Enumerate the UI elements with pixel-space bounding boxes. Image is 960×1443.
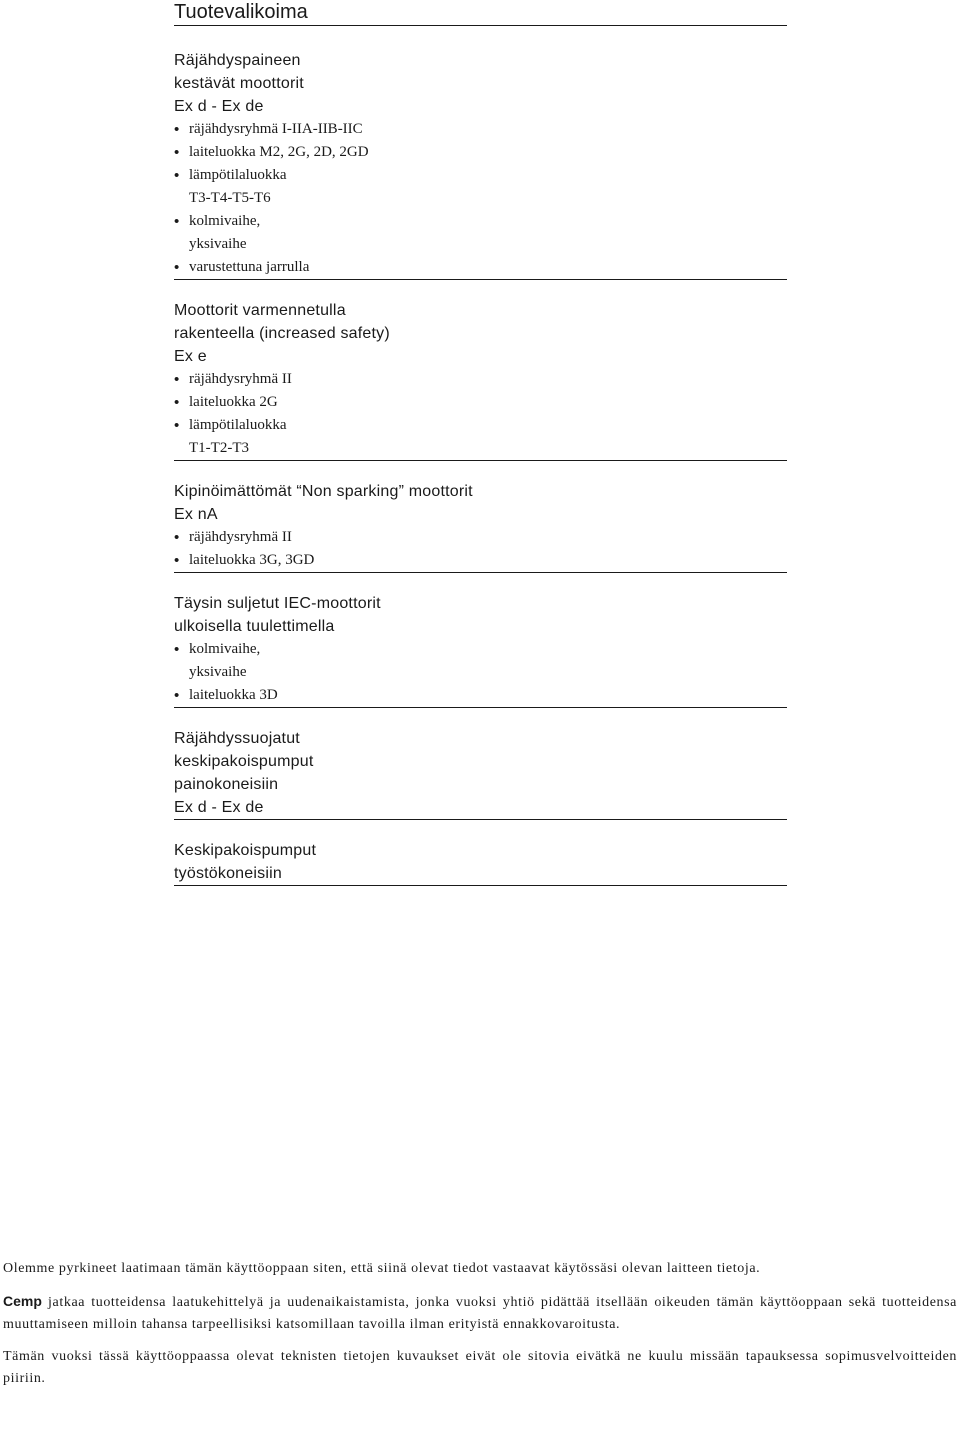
bullet-icon: • <box>174 394 180 411</box>
disclaimer-paragraph-2-text: jatkaa tuotteidensa laatukehittelyä ja uudenaikaistamista, jonka vuoksi yhtiö pidättää itsellään oikeuden tämän käyttöoppaan sekä tuotteidensa muuttamiseen milloin tahansa tarpeellisiksi katsomillaan tavoilla ilman erityistä ennakkovaroitusta. <box>3 1295 957 1332</box>
bullet-item <box>174 549 787 572</box>
catalog-section <box>174 839 787 886</box>
catalog-section <box>174 299 787 461</box>
product-catalog <box>174 49 787 905</box>
bullet-text: laiteluokka 3D <box>189 687 278 703</box>
bullet-text: lämpötilaluokka <box>189 167 287 183</box>
section-heading-line: Räjähdyspaineen <box>174 52 301 69</box>
section-heading-line: Täysin suljetut IEC-moottorit <box>174 595 381 612</box>
brand-name: Cemp <box>3 1293 42 1309</box>
section-heading-line: painokoneisiin <box>174 776 279 793</box>
bullet-text: laiteluokka 3G, 3GD <box>189 552 315 568</box>
bullet-text: yksivaihe <box>189 664 247 680</box>
bullet-list <box>174 638 787 707</box>
bullet-item <box>174 391 787 414</box>
bullet-item <box>174 526 787 549</box>
bullet-icon: • <box>174 687 180 704</box>
catalog-section <box>174 727 787 820</box>
bullet-text: varustettuna jarrulla <box>189 259 310 275</box>
disclaimer-paragraph-3: Tämän vuoksi tässä käyttöoppaassa olevat teknisten tietojen kuvaukset eivät ole sitovia eivätkä ne kuulu missään tapauksessa sopimusvelvoitteiden piiriin. <box>3 1349 957 1386</box>
bullet-item <box>174 684 787 707</box>
bullet-item <box>174 256 787 279</box>
bullet-icon: • <box>174 167 180 184</box>
bullet-text: yksivaihe <box>189 236 247 252</box>
bullet-item <box>174 414 787 460</box>
disclaimer <box>3 1258 957 1400</box>
section-heading-line: Kipinöimättömät “Non sparking” moottorit <box>174 483 473 500</box>
bullet-list <box>174 526 787 572</box>
bullet-icon: • <box>174 529 180 546</box>
section-heading-line: rakenteella (increased safety) <box>174 325 390 342</box>
bullet-text: laiteluokka 2G <box>189 394 278 410</box>
section-heading-line: Moottorit varmennetulla <box>174 302 346 319</box>
bullet-icon: • <box>174 371 180 388</box>
section-heading-line: Ex nA <box>174 506 218 523</box>
section-heading-line: Ex d - Ex de <box>174 799 264 816</box>
section-heading-line: Räjähdyssuojatut <box>174 730 300 747</box>
catalog-section <box>174 592 787 708</box>
bullet-text: räjähdysryhmä I-IIA-IIB-IIC <box>189 121 363 137</box>
bullet-text: kolmivaihe, <box>189 641 261 657</box>
bullet-list <box>174 368 787 460</box>
section-heading-line: työstökoneisiin <box>174 865 282 882</box>
disclaimer-paragraph-1: Olemme pyrkineet laatimaan tämän käyttöoppaan siten, että siinä olevat tiedot vastaavat käytössäsi olevan laitteen tietoja. <box>3 1261 761 1276</box>
disclaimer-paragraph-2 <box>3 1290 957 1336</box>
section-heading-line: Ex e <box>174 348 207 365</box>
bullet-item <box>174 368 787 391</box>
bullet-item <box>174 210 787 256</box>
bullet-text: T1-T2-T3 <box>189 440 249 456</box>
bullet-icon: • <box>174 144 180 161</box>
bullet-icon: • <box>174 259 180 276</box>
bullet-icon: • <box>174 213 180 230</box>
bullet-icon: • <box>174 121 180 138</box>
section-heading-line: keskipakoispumput <box>174 753 314 770</box>
bullet-item <box>174 638 787 684</box>
bullet-text: T3-T4-T5-T6 <box>189 190 271 206</box>
bullet-item <box>174 118 787 141</box>
bullet-text: lämpötilaluokka <box>189 417 287 433</box>
section-heading-line: kestävät moottorit <box>174 75 304 92</box>
section-heading-line: Ex d - Ex de <box>174 98 264 115</box>
bullet-item <box>174 141 787 164</box>
bullet-text: laiteluokka M2, 2G, 2D, 2GD <box>189 144 369 160</box>
bullet-icon: • <box>174 552 180 569</box>
bullet-list <box>174 118 787 279</box>
bullet-icon: • <box>174 641 180 658</box>
section-heading-line: Keskipakoispumput <box>174 842 317 859</box>
bullet-icon: • <box>174 417 180 434</box>
page-title: Tuotevalikoima <box>174 0 787 26</box>
bullet-text: räjähdysryhmä II <box>189 529 292 545</box>
section-heading-line: ulkoisella tuulettimella <box>174 618 335 635</box>
catalog-section <box>174 49 787 280</box>
catalog-section <box>174 480 787 573</box>
bullet-text: räjähdysryhmä II <box>189 371 292 387</box>
bullet-item <box>174 164 787 210</box>
bullet-text: kolmivaihe, <box>189 213 261 229</box>
